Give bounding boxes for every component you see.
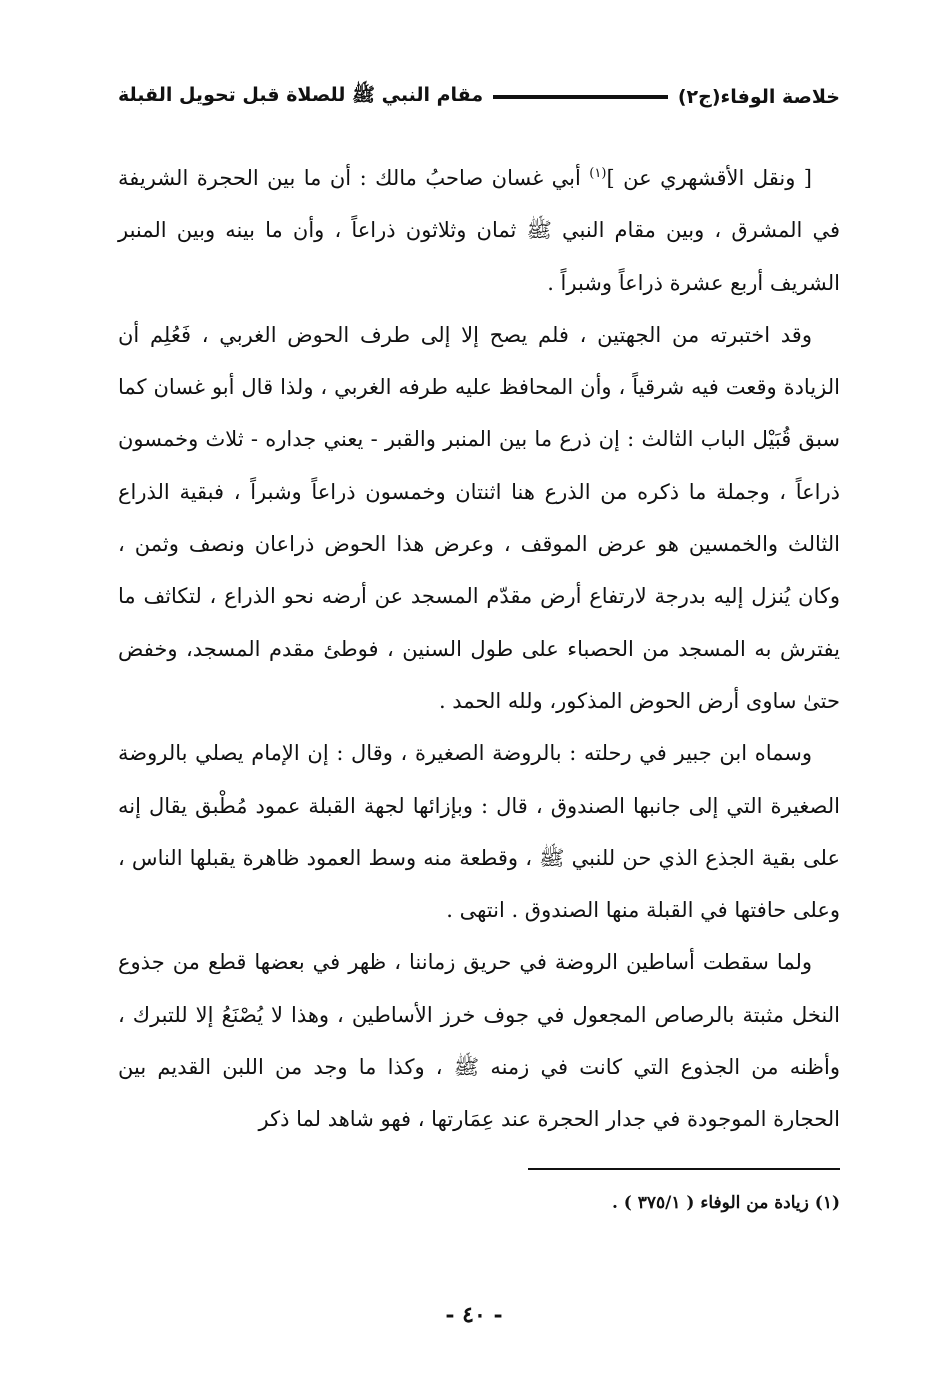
paragraph-4: ولما سقطت أساطين الروضة في حريق زماننا ، ظهر في بعضها قطع من جذوع النخل مثبتة بالرصاص المجعول في جوف خرز الأساطين ، وهذا لا يُصْنَعُ إلا للتبرك ، وأظنه من الجذوع التي كانت في زمنه ﷺ ، وكذا ما وجد من اللبن القديم بين الحجارة الموجودة في جدار الحجرة عند عِمَارتها ، فهو شاهد لما ذكر: [118, 950, 840, 1132]
page-number: - ٤٠ -: [445, 1302, 503, 1328]
running-header: [118, 80, 840, 114]
paragraph-1-post: أبي غسان صاحبُ مالك : أن ما بين الحجرة الشريفة في المشرق ، وبين مقام النبي ﷺ ثمان وثلاثون ذراعاً ، وأن ما بينه وبين المنبر الشريف أربع عشرة ذراعاً وشبراً .: [118, 166, 841, 295]
paragraph-1-pre: [ ونقل الأقشهري عن ]: [606, 166, 812, 190]
header-book-title: خلاصة الوفاء(ج٢): [677, 86, 840, 108]
paragraph-3: وسماه ابن جبير في رحلته : بالروضة الصغيرة ، وقال : إن الإمام يصلي بالروضة الصغيرة التي إلى جانبها الصندوق ، قال : وبإزائها لجهة القبلة عمود مُطْبق يقال إنه على بقية الجذع الذي حن للنبي ﷺ ، وقطعة منه وسط العمود ظاهرة يقبلها الناس ، وعلى حافتها في القبلة منها الصندوق . انتهى .: [118, 741, 840, 923]
paragraph-1: [118, 152, 840, 309]
footnote-separator: [528, 1168, 840, 1170]
body-text: [118, 152, 840, 1146]
header-rule: [493, 95, 668, 99]
footnote: (١) زيادة من الوفاء ( ٣٧٥/١ ) .: [611, 1193, 840, 1213]
footnote-reference[interactable]: (١): [589, 166, 607, 181]
header-topic: مقام النبي ﷺ للصلاة قبل تحويل القبلة: [118, 84, 484, 106]
paragraph-2: وقد اختبرته من الجهتين ، فلم يصح إلا إلى طرف الحوض الغربي ، فَعُلِم أن الزيادة وقعت فيه شرقياً ، وأن المحافظ عليه طرفه الغربي ، ولذا قال أبو غسان كما سبق قُبَيْل الباب الثالث : إن ذرع ما بين المنبر والقبر - يعني جداره - ثلاث وخمسون ذراعاً ، وجملة ما ذكره من الذرع هنا اثنتان وخمسون ذراعاً وشبراً ، فبقية الذراع الثالث والخمسين هو عرض الموقف ، وعرض هذا الحوض ذراعان ونصف وثمن ، وكان يُنزل إليه بدرجة لارتفاع أرض مقدّم المسجد عن أرضه نحو الذراع ، لتكاثف ما يفترش به المسجد من الحصباء على طول السنين ، فوطئ مقدم المسجد، وخفض حتىٰ ساوى أرض الحوض المذكور، ولله الحمد .: [118, 322, 840, 713]
